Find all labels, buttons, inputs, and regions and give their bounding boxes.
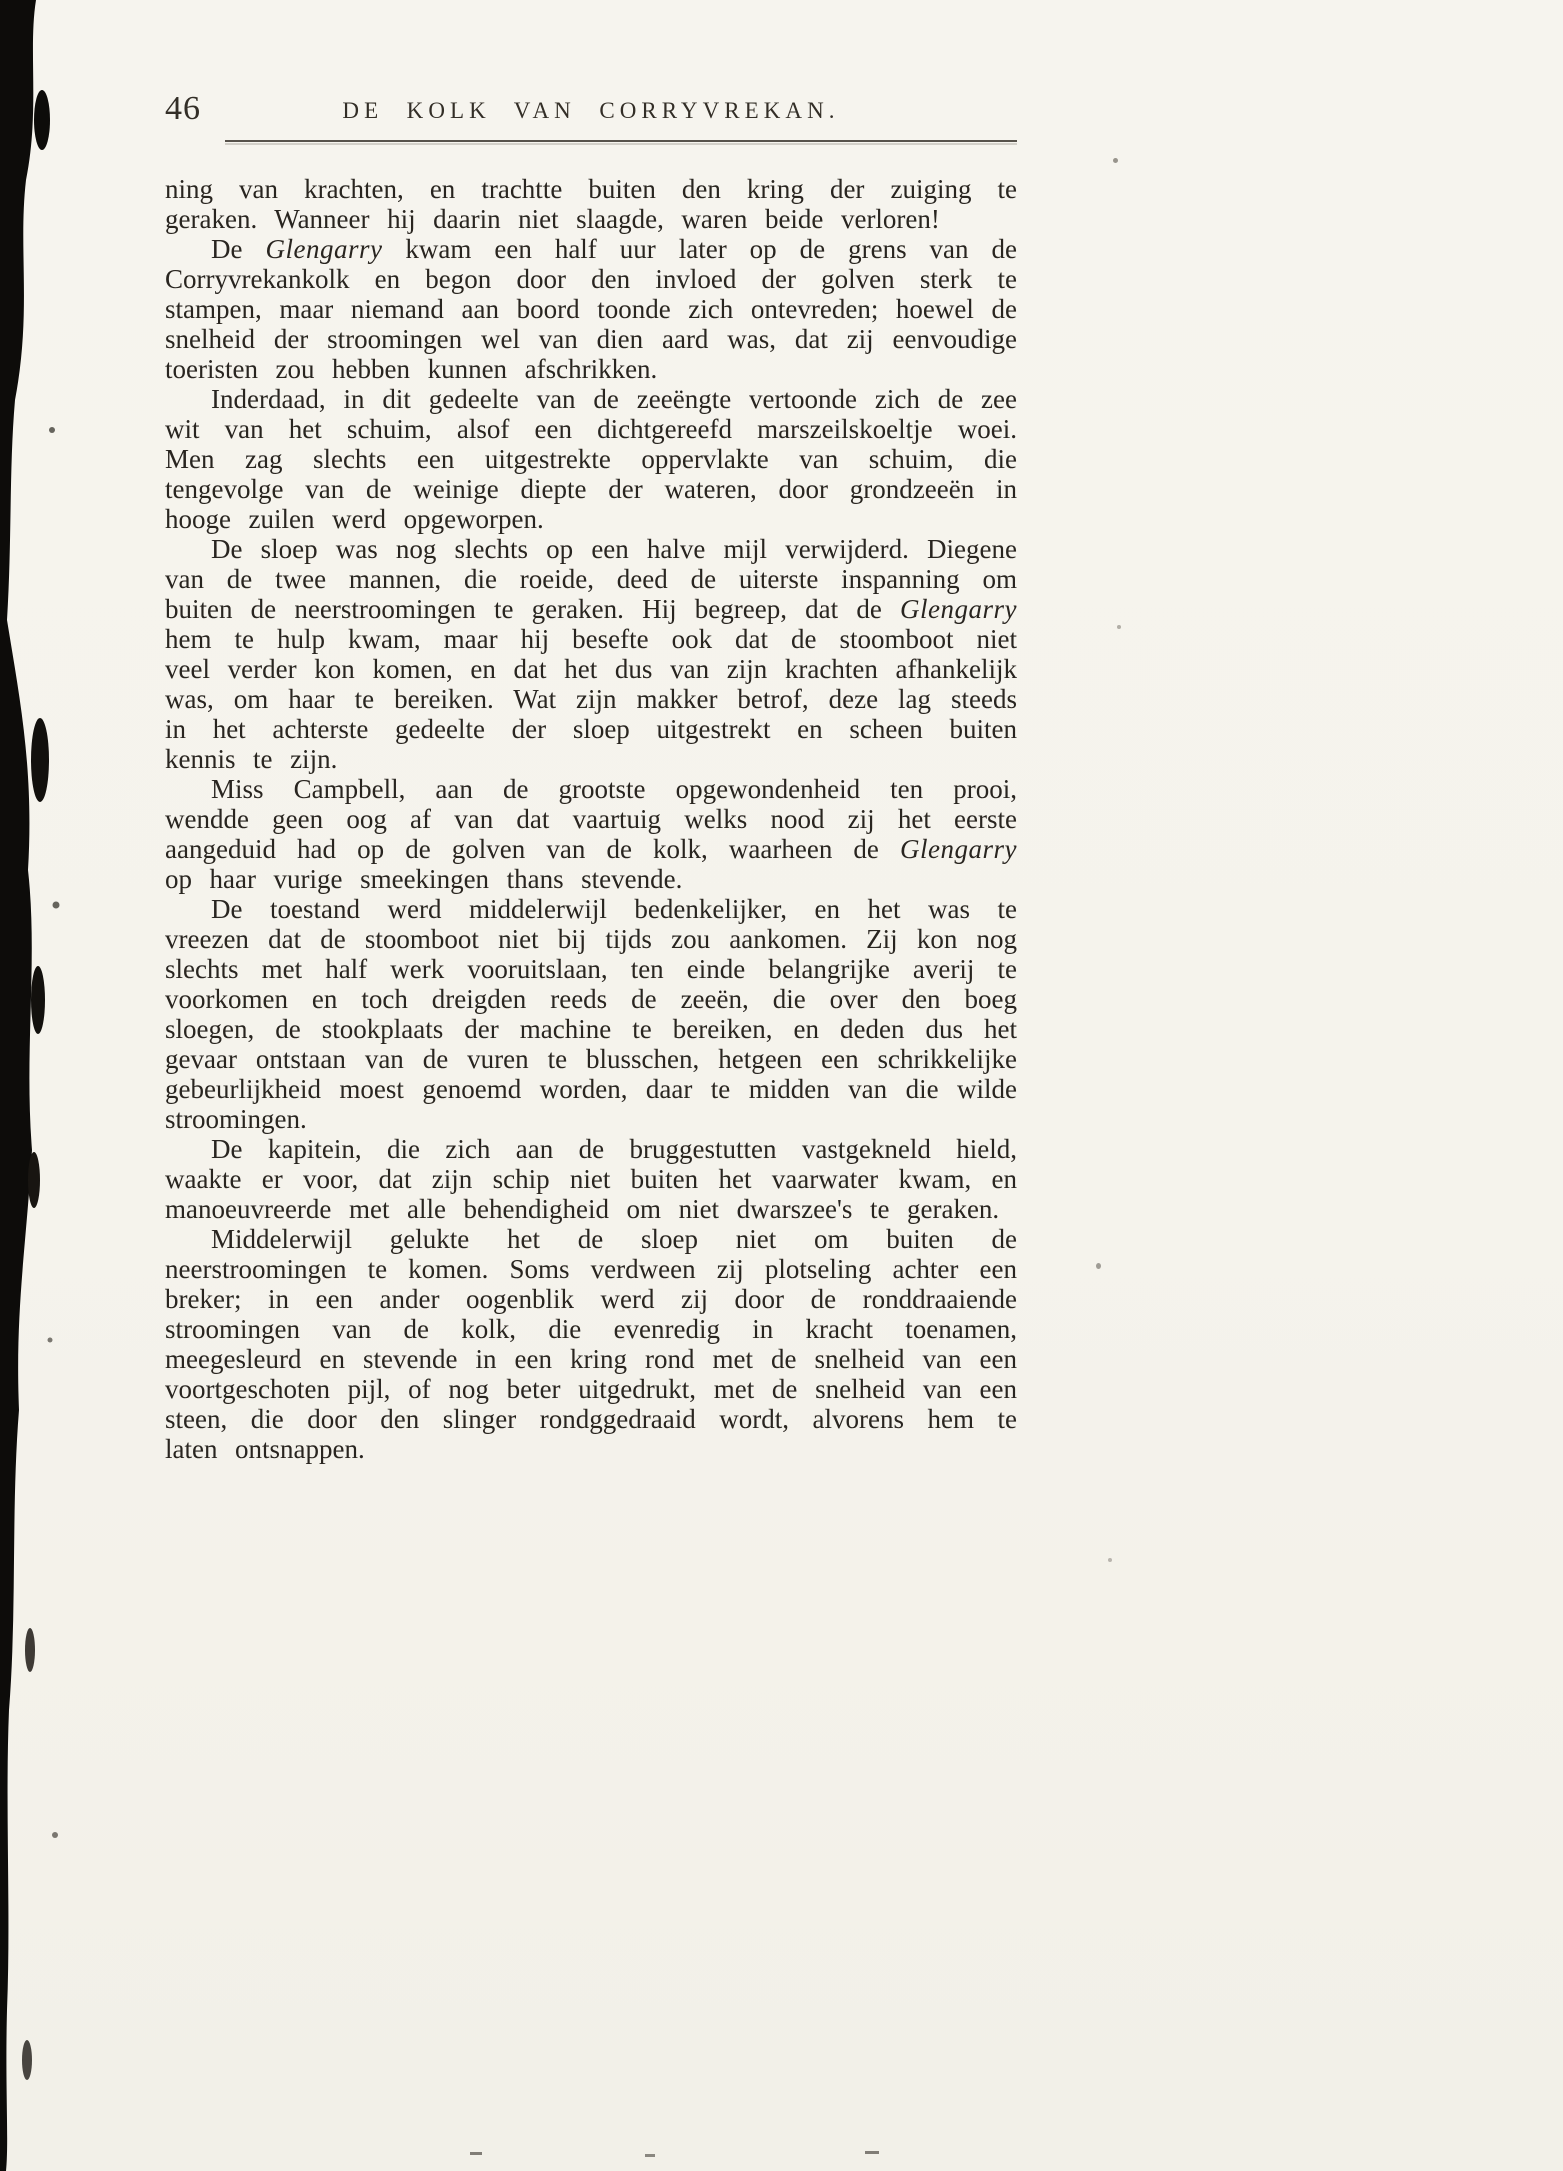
- paragraph: De kapitein, die zich aan de bruggestutten vastgekneld hield, waakte er voor, dat zijn schip niet buiten het vaarwater kwam, en manoeuvreerde met alle behendigheid om niet dwarszee's te geraken.: [165, 1134, 1017, 1224]
- speckle: [1096, 1263, 1101, 1269]
- bottom-mark: [865, 2151, 879, 2154]
- paragraph: Miss Campbell, aan de grootste opgewondenheid ten prooi, wendde geen oog af van dat vaartuig welks nood zij het eerste aangeduid had op de golven van de kolk, waarheen de Glengarry op haar vurige smeekingen thans stevende.: [165, 774, 1017, 894]
- bottom-mark: [645, 2154, 655, 2157]
- scan-binding-edge: [0, 0, 70, 2171]
- speckle: [1117, 625, 1121, 629]
- paragraph: De toestand werd middelerwijl bedenkelijker, en het was te vreezen dat de stoomboot niet bij tijds zou aankomen. Zij kon nog slechts met half werk vooruitslaan, ten einde belangrijke averij te voorkomen en toch dreigden reeds de zeeën, die over den boeg sloegen, de stookplaats der machine te bereiken, en deden dus het gevaar ontstaan van de vuren te blusschen, hetgeen een schrikkelijke gebeurlijkheid moest genoemd worden, daar te midden van die wilde stroomingen.: [165, 894, 1017, 1134]
- body-text: [165, 174, 1017, 1464]
- binding-edge-shape: [0, 0, 70, 2171]
- bottom-mark: [470, 2152, 482, 2155]
- text-column: [165, 0, 1017, 1464]
- header-rule: [225, 140, 1017, 142]
- speckle: [1113, 158, 1118, 163]
- speckle: [1108, 1558, 1112, 1562]
- running-title: DE KOLK VAN CORRYVREKAN.: [342, 98, 840, 123]
- paragraph: Inderdaad, in dit gedeelte van de zeeëngte vertoonde zich de zee wit van het schuim, alsof een dichtgereefd marszeilskoeltje woei. Men zag slechts een uitgestrekte oppervlakte van schuim, die tengevolge van de weinige diepte der wateren, door grondzeeën in hooge zuilen werd opgeworpen.: [165, 384, 1017, 534]
- page-header: [165, 0, 1017, 130]
- paragraph: ning van krachten, en trachtte buiten den kring der zuiging te geraken. Wanneer hij daarin niet slaagde, waren beide verloren!: [165, 174, 1017, 234]
- paragraph: De sloep was nog slechts op een halve mijl verwijderd. Diegene van de twee mannen, die roeide, deed de uiterste inspanning om buiten de neerstroomingen te geraken. Hij begreep, dat de Glengarry hem te hulp kwam, maar hij besefte ook dat de stoomboot niet veel verder kon komen, en dat het dus van zijn krachten afhankelijk was, om haar te bereiken. Wat zijn makker betrof, deze lag steeds in het achterste gedeelte der sloep uitgestrekt en scheen buiten kennis te zijn.: [165, 534, 1017, 774]
- paragraph: Middelerwijl gelukte het de sloep niet om buiten de neerstroomingen te komen. Soms verdween zij plotseling achter een breker; in een ander oogenblik werd zij door de ronddraaiende stroomingen van de kolk, die evenredig in kracht toenamen, meegesleurd en stevende in een kring rond met de snelheid van een voortgeschoten pijl, of nog beter uitgedrukt, met de snelheid van een steen, die door den slinger rondggedraaid wordt, alvorens hem te laten ontsnappen.: [165, 1224, 1017, 1464]
- page-number: 46: [165, 90, 201, 127]
- paragraph: De Glengarry kwam een half uur later op de grens van de Corryvrekankolk en begon door den invloed der golven sterk te stampen, maar niemand aan boord toonde zich ontevreden; hoewel de snelheid der stroomingen wel van dien aard was, dat zij eenvoudige toeristen zou hebben kunnen afschrikken.: [165, 234, 1017, 384]
